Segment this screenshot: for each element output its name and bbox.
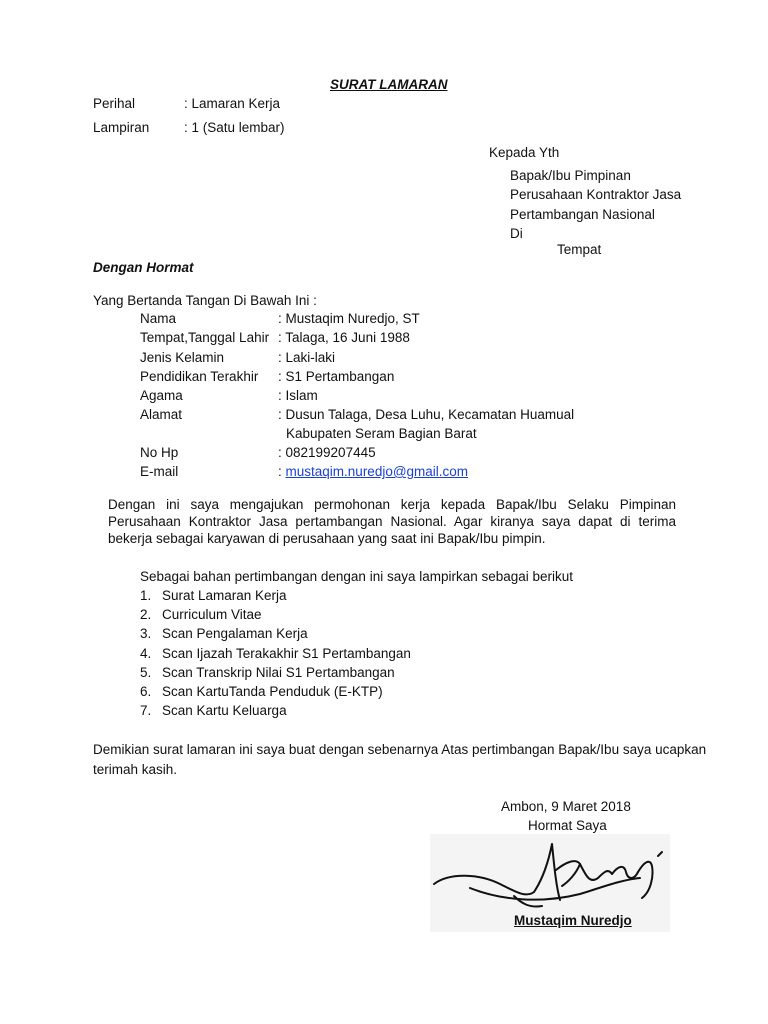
recipient-line: Perusahaan Kontraktor Jasa: [510, 187, 682, 202]
signer-name: Mustaqim Nuredjo: [514, 913, 632, 928]
list-item: Scan KartuTanda Penduduk (E-KTP): [162, 684, 383, 699]
place-date: Ambon, 9 Maret 2018: [501, 799, 631, 814]
field-label: E-mail: [140, 464, 179, 479]
list-item-number: 7.: [140, 703, 152, 718]
lampiran-value: : 1 (Satu lembar): [184, 120, 285, 135]
field-value: : Islam: [278, 388, 318, 403]
field-value: Kabupaten Seram Bagian Barat: [286, 426, 477, 441]
intro-line: Yang Bertanda Tangan Di Bawah Ini :: [93, 293, 317, 308]
list-item: Scan Transkrip Nilai S1 Pertambangan: [162, 665, 395, 680]
list-item: Scan Pengalaman Kerja: [162, 626, 308, 641]
recipient-line: Bapak/Ibu Pimpinan: [510, 168, 631, 183]
field-label: Alamat: [140, 407, 183, 422]
email-colon: :: [278, 464, 282, 479]
recipient-kepada: Kepada Yth: [489, 145, 560, 160]
greeting: Dengan Hormat: [93, 260, 194, 275]
field-value: : Dusun Talaga, Desa Luhu, Kecamatan Huamual: [278, 407, 575, 422]
body-paragraph: Dengan ini saya mengajukan permohonan kerja kepada Bapak/Ibu Selaku Pimpinan Perusahaan Kontraktor Jasa pertambangan Nasional. Agar kiranya saya dapat di terima bekerja sebagai karyawan di perusahaan yang saat ini Bapak/Ibu pimpin.: [108, 497, 676, 546]
email-link[interactable]: mustaqim.nuredjo@gmail.com: [285, 464, 469, 479]
field-label: Jenis Kelamin: [140, 350, 225, 365]
perihal-label: Perihal: [93, 96, 136, 111]
closing-line: terimah kasih.: [93, 762, 178, 777]
letter-title: SURAT LAMARAN: [330, 77, 448, 92]
list-item: Surat Lamaran Kerja: [162, 588, 287, 603]
list-item-number: 4.: [140, 646, 152, 661]
list-item: Curriculum Vitae: [162, 607, 262, 622]
recipient-line: Di: [510, 226, 523, 241]
field-value: : Talaga, 16 Juni 1988: [278, 330, 410, 345]
attachments-intro: Sebagai bahan pertimbangan dengan ini saya lampirkan sebagai berikut: [140, 569, 574, 584]
list-item-number: 3.: [140, 626, 152, 641]
field-value: [278, 463, 468, 480]
list-item-number: 1.: [140, 588, 152, 603]
field-label: Tempat,Tanggal Lahir: [140, 330, 270, 345]
lampiran-label: Lampiran: [93, 120, 150, 135]
recipient-line: Pertambangan Nasional: [510, 207, 655, 222]
field-label: Agama: [140, 388, 183, 403]
field-value: : Mustaqim Nuredjo, ST: [278, 311, 420, 326]
closing-line: Demikian surat lamaran ini saya buat dengan sebenarnya Atas pertimbangan Bapak/Ibu saya ucapkan: [93, 742, 707, 757]
perihal-value: : Lamaran Kerja: [184, 96, 281, 111]
field-value: : Laki-laki: [278, 350, 336, 365]
field-value: : S1 Pertambangan: [278, 369, 395, 384]
list-item-number: 5.: [140, 665, 152, 680]
field-label: Nama: [140, 311, 177, 326]
list-item-number: 2.: [140, 607, 152, 622]
field-value: : 082199207445: [278, 445, 376, 460]
list-item: Scan Ijazah Terakakhir S1 Pertambangan: [162, 646, 411, 661]
signature-area: [430, 834, 670, 932]
regards: Hormat Saya: [528, 818, 607, 833]
field-label: Pendidikan Terakhir: [140, 369, 259, 384]
recipient-line: Tempat: [557, 242, 602, 257]
list-item: Scan Kartu Keluarga: [162, 703, 287, 718]
list-item-number: 6.: [140, 684, 152, 699]
field-label: No Hp: [140, 445, 179, 460]
